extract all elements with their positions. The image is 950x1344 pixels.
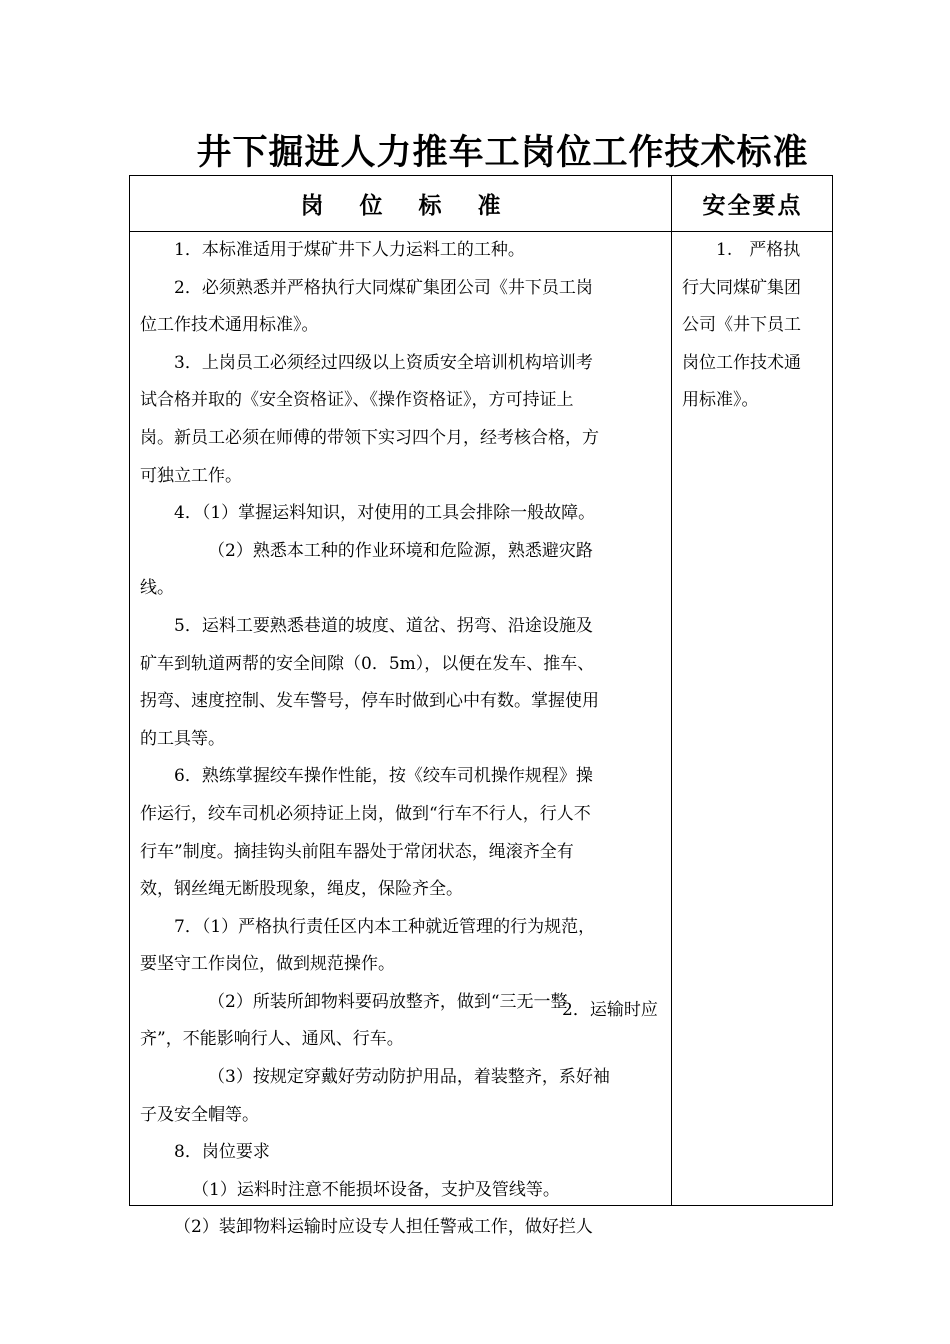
page-title: 井下掘进人力推车工岗位工作技术标准 bbox=[196, 133, 809, 173]
paragraph-line: （2）装卸物料运输时应设专人担任警戒工作，做好拦人 bbox=[174, 1217, 593, 1238]
paragraph-line: 位工作技术通用标准》。 bbox=[140, 315, 319, 336]
column-divider bbox=[671, 176, 672, 1205]
paragraph-line: 的工具等。 bbox=[140, 728, 225, 749]
paragraph-line: 齐”，不能影响行人、通风、行车。 bbox=[140, 1029, 404, 1050]
paragraph-line: 线。 bbox=[140, 578, 174, 599]
paragraph-line: （2）所装所卸物料要码放整齐，做到“三无一整 bbox=[208, 991, 568, 1012]
safety-line: 岗位工作技术通 bbox=[682, 352, 801, 373]
paragraph-line: 效，钢丝绳无断股现象，绳皮，保险齐全。 bbox=[140, 879, 463, 900]
paragraph-line: （3）按规定穿戴好劳动防护用品，着装整齐，系好袖 bbox=[208, 1067, 610, 1088]
paragraph-line: 2．必须熟悉并严格执行大同煤矿集团公司《井下员工岗 bbox=[174, 277, 593, 298]
safety-line: 行大同煤矿集团 bbox=[682, 277, 801, 298]
header-job-standard: 岗 位 标 准 bbox=[300, 193, 515, 219]
paragraph-line: 矿车到轨道两帮的安全间隙（0．5m），以便在发车、推车、 bbox=[140, 653, 595, 674]
paragraph-line: 行车”制度。摘挂钩头前阻车器处于常闭状态，绳滚齐全有 bbox=[140, 841, 574, 862]
paragraph-line: （2）熟悉本工种的作业环境和危险源，熟悉避灾路 bbox=[208, 540, 593, 561]
paragraph-line: 子及安全帽等。 bbox=[140, 1104, 259, 1125]
paragraph-line: 8．岗位要求 bbox=[174, 1142, 270, 1163]
paragraph-line: 6．熟练掌握绞车操作性能，按《绞车司机操作规程》操 bbox=[174, 766, 593, 787]
paragraph-line: （1）运料时注意不能损坏设备，支护及管线等。 bbox=[192, 1179, 560, 1200]
paragraph-line: 可独立工作。 bbox=[140, 465, 242, 486]
job-standard-text bbox=[140, 232, 660, 1247]
safety-line: 用标准》。 bbox=[682, 390, 759, 411]
paragraph-line: 试合格并取的《安全资格证》、《操作资格证》，方可持证上 bbox=[140, 390, 574, 411]
paragraph-line: 3．上岗员工必须经过四级以上资质安全培训机构培训考 bbox=[174, 352, 593, 373]
safety-point-2: 2．运输时应 bbox=[562, 1000, 658, 1020]
paragraph-line: 拐弯、速度控制、发车警号，停车时做到心中有数。掌握使用 bbox=[140, 691, 599, 712]
paragraph-line: 4．（1）掌握运料知识，对使用的工具会排除一般故障。 bbox=[174, 503, 596, 524]
paragraph-line: 7．（1）严格执行责任区内本工种就近管理的行为规范， bbox=[174, 916, 596, 937]
paragraph-line: 5．运料工要熟悉巷道的坡度、道岔、拐弯、沿途设施及 bbox=[174, 615, 593, 636]
safety-line: 公司《井下员工 bbox=[682, 315, 801, 336]
paragraph-line: 岗。新员工必须在师傅的带领下实习四个月，经考核合格，方 bbox=[140, 427, 599, 448]
safety-line: 1. 严格执 bbox=[716, 240, 801, 260]
standards-table bbox=[129, 175, 833, 1238]
paragraph-line: 要坚守工作岗位，做到规范操作。 bbox=[140, 954, 395, 975]
paragraph-line: 作运行，绞车司机必须持证上岗，做到“行车不行人，行人不 bbox=[140, 803, 591, 824]
header-safety-points: 安全要点 bbox=[702, 193, 803, 219]
safety-points-text bbox=[682, 232, 822, 420]
paragraph-line: 1．本标准适用于煤矿井下人力运料工的工种。 bbox=[174, 240, 525, 260]
